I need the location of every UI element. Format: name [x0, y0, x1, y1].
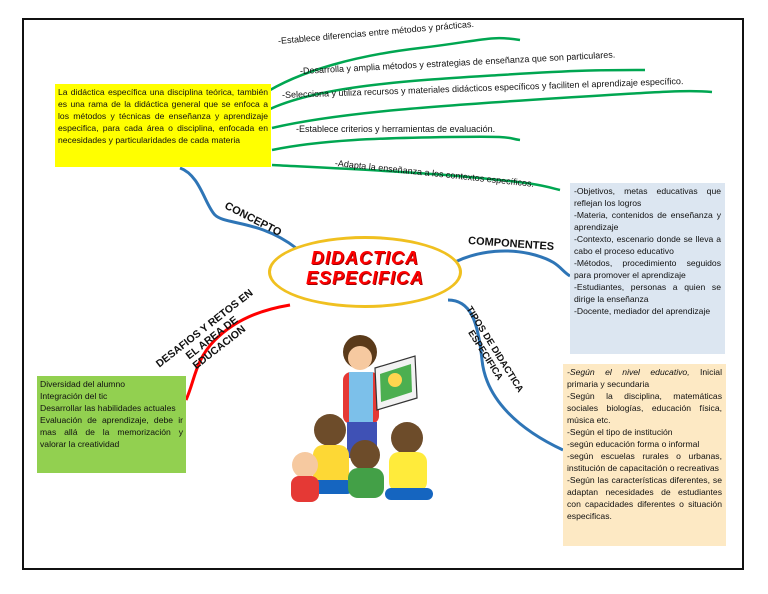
components-connector [455, 251, 570, 276]
challenges-label: DESAFIOS Y RETOS EN EL AREA DE EDUCACION [153, 286, 256, 372]
type-item: -Según el tipo de institución [567, 427, 673, 437]
branch-text-2: -Desarrolla y amplia métodos y estrategias de enseñanza que son particulares. [299, 49, 616, 76]
challenges-box [37, 376, 186, 473]
type-item [567, 366, 722, 390]
component-item: -Materia, contenidos de enseñanza y aprendizaje [574, 210, 721, 232]
component-item: -Objetivos, metas educativas que reflejan los logros [574, 186, 721, 208]
branch-text-1: -Establece diferencias entre métodos y prácticas. [277, 18, 475, 46]
challenge-item: Desarrollar las habilidades actuales [40, 403, 176, 413]
component-item: -Estudiantes, personas a quien se dirige la enseñanza [574, 282, 721, 304]
concept-text: La didáctica específica una disciplina teórica, también es una rama de la didáctica general que se enfoca a los métodos y técnicas de enseñanza y aprendizaje especifica, para cada área o disciplina, enfocada en necesidades y particularidades de cada materia [58, 87, 268, 145]
concept-label: CONCEPTO [222, 200, 284, 239]
type-item: -Según las características diferentes, se adaptan necesidades de estudiantes con capacidades diferentes o situación especificas. [567, 475, 722, 521]
types-label: TIPOS DE DIDACTICA ESPECIFICA [463, 304, 526, 395]
component-item: -Docente, mediador del aprendizaje [574, 306, 711, 316]
components-box [570, 183, 725, 354]
type-item: -según escuelas rurales o urbanas, institución de capacitación o recreativas [567, 451, 722, 473]
type-item-rest: Inicial primaria y secundaria [567, 367, 722, 389]
component-item: -Métodos, procedimiento seguidos para promover el aprendizaje [574, 258, 721, 280]
concept-box [55, 84, 271, 167]
type-item: -según educación forma o informal [567, 439, 700, 449]
type-item: -Según la disciplina, matemáticas sociales biologías, educación física, música etc. [567, 391, 722, 425]
central-title [268, 248, 462, 288]
type-item-italic: -Según el nivel educativo, [567, 367, 690, 377]
teacher-children-illustration [285, 330, 465, 510]
central-title-line-2: ESPECIFICA [305, 268, 425, 288]
branch-line-4 [272, 137, 520, 150]
challenge-item: Integración del tic [40, 391, 108, 401]
challenge-item: Evaluación de aprendizaje, debe ir mas allá de la memorización y valorar la creatividad [40, 415, 183, 449]
branch-text-4: -Establece criterios y herramientas de evaluación. [296, 124, 496, 134]
component-item: -Contexto, escenario donde se lleva a cabo el proceso educativo [574, 234, 721, 256]
challenge-item: Diversidad del alumno [40, 379, 126, 389]
branch-text-5: -Adapta la enseñanza a los contextos específicos. [334, 158, 535, 189]
central-title-line-1: DIDACTICA [311, 248, 419, 268]
branch-text-3: -Selecciona y utiliza recursos y materiales didácticos específicos y faciliten el aprendizaje específico. [281, 75, 684, 100]
components-label: COMPONENTES [467, 235, 555, 253]
types-box [563, 364, 726, 546]
